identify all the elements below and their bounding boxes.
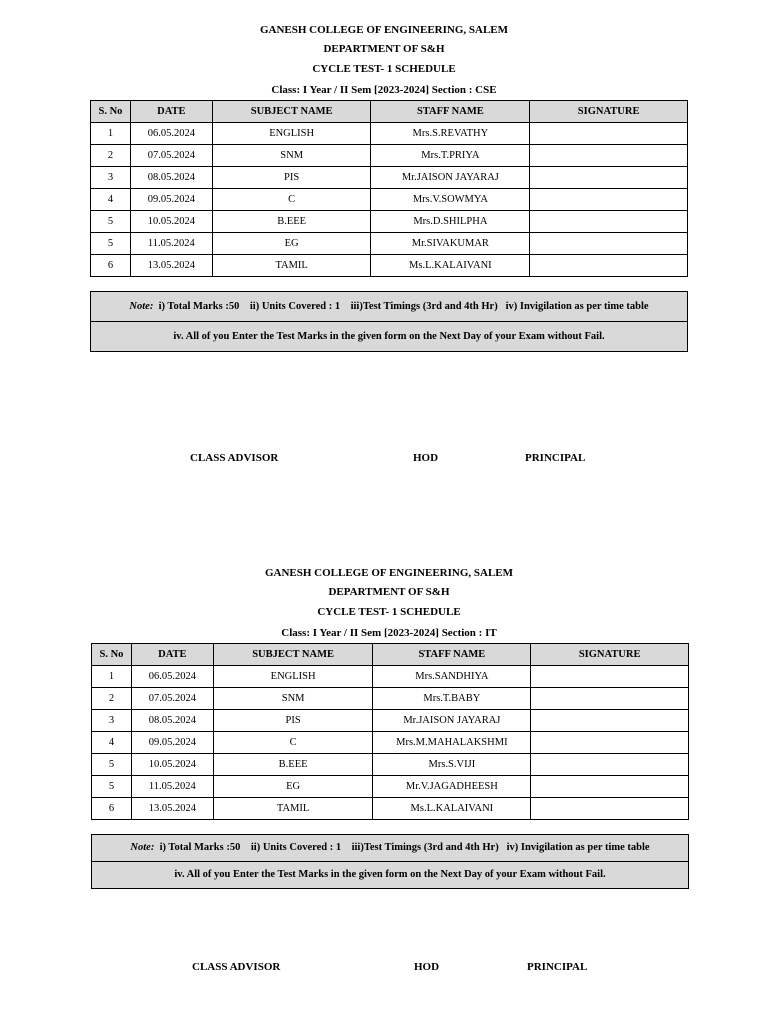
note-colon: : (149, 301, 154, 312)
cell-date: 06.05.2024 (131, 666, 213, 688)
cell-date: 09.05.2024 (130, 189, 212, 211)
signatory-class-advisor: CLASS ADVISOR (192, 961, 281, 973)
table-row (92, 798, 689, 820)
schedule-title: CYCLE TEST- 1 SCHEDULE (312, 63, 456, 75)
cell-sno: 5 (92, 776, 132, 798)
cell-staff: Mrs.S.VIJI (373, 754, 531, 776)
cell-sno: 1 (92, 666, 132, 688)
class-line: Class: I Year / II Sem [2023-2024] Section : CSE (271, 84, 497, 96)
cell-sno: 6 (91, 255, 131, 277)
cell-subject: EG (212, 233, 371, 255)
table-row (91, 211, 688, 233)
cell-sno: 2 (91, 145, 131, 167)
cell-staff: Mrs.T.PRIYA (371, 145, 530, 167)
cell-subject: B.EEE (212, 211, 371, 233)
cell-signature (530, 145, 688, 167)
schedule-table (91, 643, 689, 820)
cell-staff: Mr.JAISON JAYARAJ (371, 167, 530, 189)
cell-signature (531, 754, 689, 776)
cell-signature (530, 233, 688, 255)
college-name: GANESH COLLEGE OF ENGINEERING, SALEM (264, 567, 514, 579)
cell-sno: 1 (91, 123, 131, 145)
cell-date: 13.05.2024 (131, 798, 213, 820)
cell-date: 09.05.2024 (131, 732, 213, 754)
cell-subject: ENGLISH (212, 123, 371, 145)
college-name: GANESH COLLEGE OF ENGINEERING, SALEM (259, 24, 509, 36)
cell-subject: SNM (212, 145, 371, 167)
cell-sno: 3 (91, 167, 131, 189)
signatory-hod: HOD (414, 961, 440, 973)
note-line-1 (92, 835, 688, 861)
cell-date: 07.05.2024 (130, 145, 212, 167)
cell-date: 11.05.2024 (130, 233, 212, 255)
cell-staff: Mr.SIVAKUMAR (371, 233, 530, 255)
cell-signature (531, 776, 689, 798)
table-row (92, 688, 689, 710)
cell-staff: Mr.V.JAGADHEESH (373, 776, 531, 798)
department-name: DEPARTMENT OF S&H (328, 586, 450, 598)
cell-subject: ENGLISH (213, 666, 373, 688)
cell-date: 10.05.2024 (130, 211, 212, 233)
table-row (92, 666, 689, 688)
cell-subject: C (213, 732, 373, 754)
cell-signature (530, 167, 688, 189)
header-sno: S. No (91, 101, 131, 123)
cell-staff: Ms.L.KALAIVANI (373, 798, 531, 820)
header-sno: S. No (92, 644, 132, 666)
cell-sno: 5 (91, 233, 131, 255)
cell-signature (530, 189, 688, 211)
header-date: DATE (131, 644, 213, 666)
cell-sno: 4 (92, 732, 132, 754)
cell-staff: Mrs.V.SOWMYA (371, 189, 530, 211)
table-row (91, 167, 688, 189)
cell-subject: EG (213, 776, 373, 798)
cell-signature (531, 666, 689, 688)
schedule-title: CYCLE TEST- 1 SCHEDULE (317, 606, 461, 618)
header-signature: SIGNATURE (530, 101, 688, 123)
cell-sno: 5 (91, 211, 131, 233)
cell-date: 07.05.2024 (131, 688, 213, 710)
cell-signature (530, 211, 688, 233)
header-subject: SUBJECT NAME (213, 644, 373, 666)
table-row (92, 776, 689, 798)
table-row (91, 255, 688, 277)
note-line-1 (91, 292, 687, 321)
cell-date: 06.05.2024 (130, 123, 212, 145)
cell-signature (530, 255, 688, 277)
schedule-table (90, 100, 688, 277)
class-line: Class: I Year / II Sem [2023-2024] Section : IT (281, 627, 497, 639)
cell-staff: Mrs.S.REVATHY (371, 123, 530, 145)
header-date: DATE (130, 101, 212, 123)
signatory-hod: HOD (413, 452, 439, 464)
table-row (91, 233, 688, 255)
note-text: i) Total Marks :50 ii) Units Covered : 1 iii)Test Timings (3rd and 4th Hr) iv) Invigilation as per time table (158, 301, 649, 312)
table-row (92, 754, 689, 776)
cell-subject: PIS (212, 167, 371, 189)
table-header-row (92, 644, 689, 666)
header-staff: STAFF NAME (371, 101, 530, 123)
cell-signature (531, 798, 689, 820)
header-signature: SIGNATURE (531, 644, 689, 666)
table-row (92, 732, 689, 754)
cell-date: 11.05.2024 (131, 776, 213, 798)
cell-subject: PIS (213, 710, 373, 732)
note-colon: : (150, 842, 155, 853)
note-text: i) Total Marks :50 ii) Units Covered : 1 iii)Test Timings (3rd and 4th Hr) iv) Invigilation as per time table (159, 842, 650, 853)
header-subject: SUBJECT NAME (212, 101, 371, 123)
cell-signature (531, 688, 689, 710)
cell-sno: 4 (91, 189, 131, 211)
note-label: Note (129, 301, 150, 312)
cell-sno: 5 (92, 754, 132, 776)
cell-subject: SNM (213, 688, 373, 710)
cell-signature (531, 710, 689, 732)
cell-signature (530, 123, 688, 145)
cell-subject: TAMIL (212, 255, 371, 277)
cell-staff: Mr.JAISON JAYARAJ (373, 710, 531, 732)
note-line-2: iv. All of you Enter the Test Marks in the given form on the Next Day of your Exam without Fail. (91, 321, 687, 351)
cell-sno: 6 (92, 798, 132, 820)
signatory-principal: PRINCIPAL (525, 452, 586, 464)
table-header-row (91, 101, 688, 123)
cell-sno: 2 (92, 688, 132, 710)
note-box (90, 291, 688, 352)
cell-sno: 3 (92, 710, 132, 732)
cell-date: 13.05.2024 (130, 255, 212, 277)
cell-staff: Ms.L.KALAIVANI (371, 255, 530, 277)
cell-subject: C (212, 189, 371, 211)
note-line-2: iv. All of you Enter the Test Marks in the given form on the Next Day of your Exam without Fail. (92, 861, 688, 888)
department-name: DEPARTMENT OF S&H (323, 43, 445, 55)
header-staff: STAFF NAME (373, 644, 531, 666)
table-row (92, 710, 689, 732)
cell-staff: Mrs.SANDHIYA (373, 666, 531, 688)
note-label: Note (130, 842, 151, 853)
signatory-class-advisor: CLASS ADVISOR (190, 452, 279, 464)
signatory-principal: PRINCIPAL (527, 961, 588, 973)
cell-date: 08.05.2024 (131, 710, 213, 732)
cell-date: 08.05.2024 (130, 167, 212, 189)
note-box (91, 834, 689, 889)
cell-staff: Mrs.D.SHILPHA (371, 211, 530, 233)
cell-date: 10.05.2024 (131, 754, 213, 776)
cell-subject: TAMIL (213, 798, 373, 820)
cell-signature (531, 732, 689, 754)
cell-staff: Mrs.T.BABY (373, 688, 531, 710)
table-row (91, 145, 688, 167)
table-row (91, 189, 688, 211)
cell-staff: Mrs.M.MAHALAKSHMI (373, 732, 531, 754)
cell-subject: B.EEE (213, 754, 373, 776)
table-row (91, 123, 688, 145)
